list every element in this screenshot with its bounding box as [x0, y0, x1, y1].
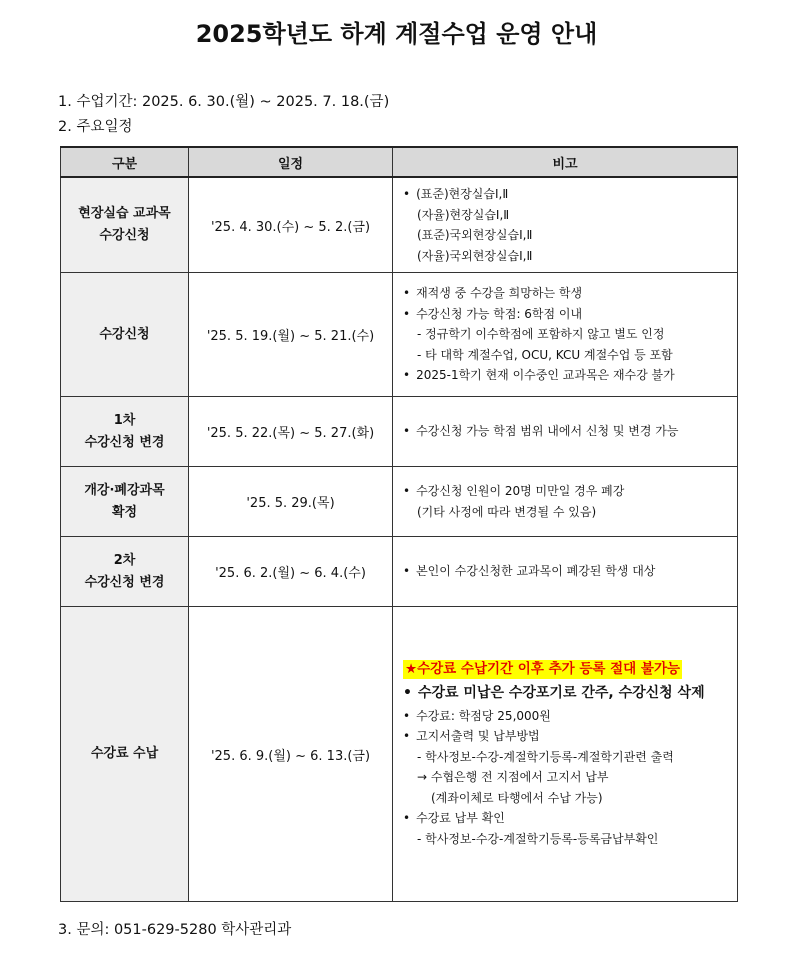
row-notes [393, 537, 738, 607]
row-category [61, 467, 189, 537]
note-item: • 2025-1학기 현재 이수중인 교과목은 재수강 불가 [403, 365, 729, 386]
header-remarks: 비고 [393, 147, 738, 177]
note-item: • 고지서출력 및 납부방법 [403, 726, 729, 747]
category-line: 개강·폐강과목 [84, 482, 165, 498]
row-category [61, 607, 189, 902]
note-item: → 수협은행 전 지점에서 고지서 납부 [417, 770, 609, 784]
note-item: - 학사정보-수강-계절학기등록-계절학기관련 출력 [417, 749, 674, 764]
note-item: • 수강신청 인원이 20명 미만일 경우 폐강 [403, 481, 729, 502]
row-notes [393, 177, 738, 273]
header-schedule: 일정 [189, 147, 393, 177]
table-header-row [61, 147, 738, 177]
deadline-warning: ★수강료 수납기간 이후 추가 등록 절대 불가능 [405, 661, 681, 677]
row-notes [393, 607, 738, 902]
row-date: '25. 4. 30.(수) ~ 5. 2.(금) [189, 177, 393, 273]
note-item: (자율)국외현장실습Ⅰ,Ⅱ [417, 248, 533, 263]
row-category [61, 273, 189, 397]
note-item: • 수강신청 가능 학점 범위 내에서 신청 및 변경 가능 [403, 421, 729, 442]
row-category [61, 537, 189, 607]
note-item: • 수강신청 가능 학점: 6학점 이내 [403, 304, 729, 325]
row-date: '25. 5. 19.(월) ~ 5. 21.(수) [189, 273, 393, 397]
row-category [61, 177, 189, 273]
note-item: (계좌이체로 타행에서 수납 가능) [431, 790, 603, 805]
category-line: 2차 [113, 552, 136, 568]
category-line: 수강신청 [99, 228, 150, 243]
note-item: • (표준)현장실습Ⅰ,Ⅱ [403, 184, 729, 205]
class-period: 1. 수업기간: 2025. 6. 30.(월) ~ 2025. 7. 18.(금) [58, 94, 390, 110]
row-notes [393, 467, 738, 537]
row-notes [393, 273, 738, 397]
category-line: 확정 [111, 504, 138, 520]
row-date: '25. 5. 29.(목) [189, 467, 393, 537]
note-item: • 본인이 수강신청한 교과목이 폐강된 학생 대상 [403, 561, 729, 582]
category-line: 수강신청 변경 [84, 574, 165, 590]
note-item: (기타 사정에 따라 변경될 수 있음) [417, 504, 597, 519]
schedule-table [60, 146, 738, 902]
category-line: 수강신청 변경 [84, 434, 165, 450]
row-category [61, 397, 189, 467]
table-row [61, 467, 738, 537]
note-item: • 수강료: 학점당 25,000원 [403, 706, 729, 727]
contact-info: 3. 문의: 051-629-5280 학사관리과 [58, 922, 292, 938]
note-item: - 학사정보-수강-계절학기등록-등록금납부확인 [417, 831, 659, 846]
category-line: 현장실습 교과목 [78, 206, 171, 221]
note-item: - 정규학기 이수학점에 포함하지 않고 별도 인정 [417, 327, 665, 342]
category-line: 수강신청 [99, 326, 150, 342]
note-item: • 재적생 중 수강을 희망하는 학생 [403, 283, 729, 304]
table-row [61, 537, 738, 607]
table-row [61, 607, 738, 902]
table-row [61, 273, 738, 397]
row-date: '25. 6. 9.(월) ~ 6. 13.(금) [189, 607, 393, 902]
category-line: 1차 [113, 412, 136, 428]
note-item: • 수강료 납부 확인 [403, 808, 729, 829]
row-notes [393, 397, 738, 467]
note-item: (자율)현장실습Ⅰ,Ⅱ [417, 207, 510, 222]
row-date: '25. 6. 2.(월) ~ 6. 4.(수) [189, 537, 393, 607]
note-item: - 타 대학 계절수업, OCU, KCU 계절수업 등 포함 [417, 347, 673, 362]
category-line: 수강료 수납 [90, 746, 159, 761]
main-schedule-heading: 2. 주요일정 [58, 119, 133, 135]
note-item: (표준)국외현장실습Ⅰ,Ⅱ [417, 228, 533, 242]
row-date: '25. 5. 22.(목) ~ 5. 27.(화) [189, 397, 393, 467]
header-category: 구분 [61, 147, 189, 177]
note-item: • 수강료 미납은 수강포기로 간주, 수강신청 삭제 [403, 680, 729, 706]
table-row [61, 397, 738, 467]
table-row [61, 177, 738, 273]
page-title: 2025학년도 하계 계절수업 운영 안내 [195, 20, 598, 48]
